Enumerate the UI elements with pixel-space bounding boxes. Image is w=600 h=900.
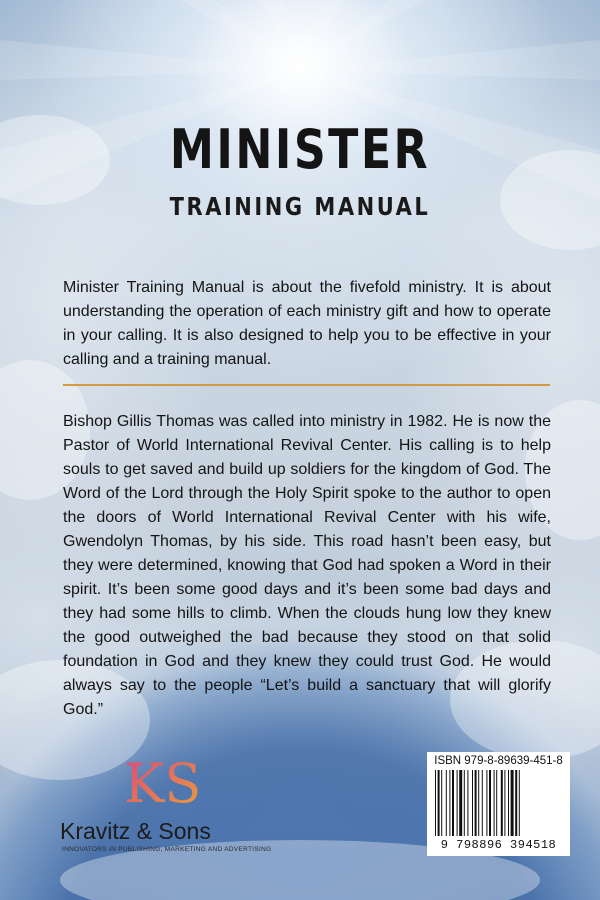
book-subtitle: TRAINING MANUAL [169, 192, 431, 221]
ks-monogram-icon [122, 752, 202, 815]
barcode-bars-icon [433, 770, 564, 838]
ks-monogram-text: KS [124, 752, 202, 815]
barcode-digits: 9 798896 394518 [440, 838, 557, 852]
book-description: Minister Training Manual is about the fivefold ministry. It is about understanding the operation of each ministry gift and how to operate in your calling. It is also designed to help you to be effective in your calling and a training manual. [63, 279, 551, 368]
book-title: MINISTER [169, 118, 431, 181]
publisher-tagline: INNOVATORS IN PUBLISHING, MARKETING AND ADVERTISING [62, 846, 272, 853]
isbn-barcode [427, 752, 570, 856]
section-divider [63, 384, 550, 386]
publisher-logo [50, 752, 272, 862]
author-bio: Bishop Gillis Thomas was called into ministry in 1982. He is now the Pastor of World International Revival Center. His calling is to help souls to get saved and build up soldiers for the kingdom of God. The Word of the Lord through the Holy Spirit spoke to the author to open the doors of World International Revival Center with his wife, Gwendolyn Thomas, by his side. This road hasn’t been easy, but they were determined, knowing that God had spoken a Word in their spirit. It’s been some good days and it’s been some bad days and they had some hills to climb. When the clouds hung low they knew the good outweighed the bad because they stood on that solid foundation in God and they knew they could trust God. He would always say to the people “Let’s build a sanctuary that will glorify God.” [63, 413, 551, 718]
isbn-number: ISBN 979-8-89639-451-8 [434, 755, 563, 767]
publisher-name: Kravitz & Sons [60, 818, 211, 844]
